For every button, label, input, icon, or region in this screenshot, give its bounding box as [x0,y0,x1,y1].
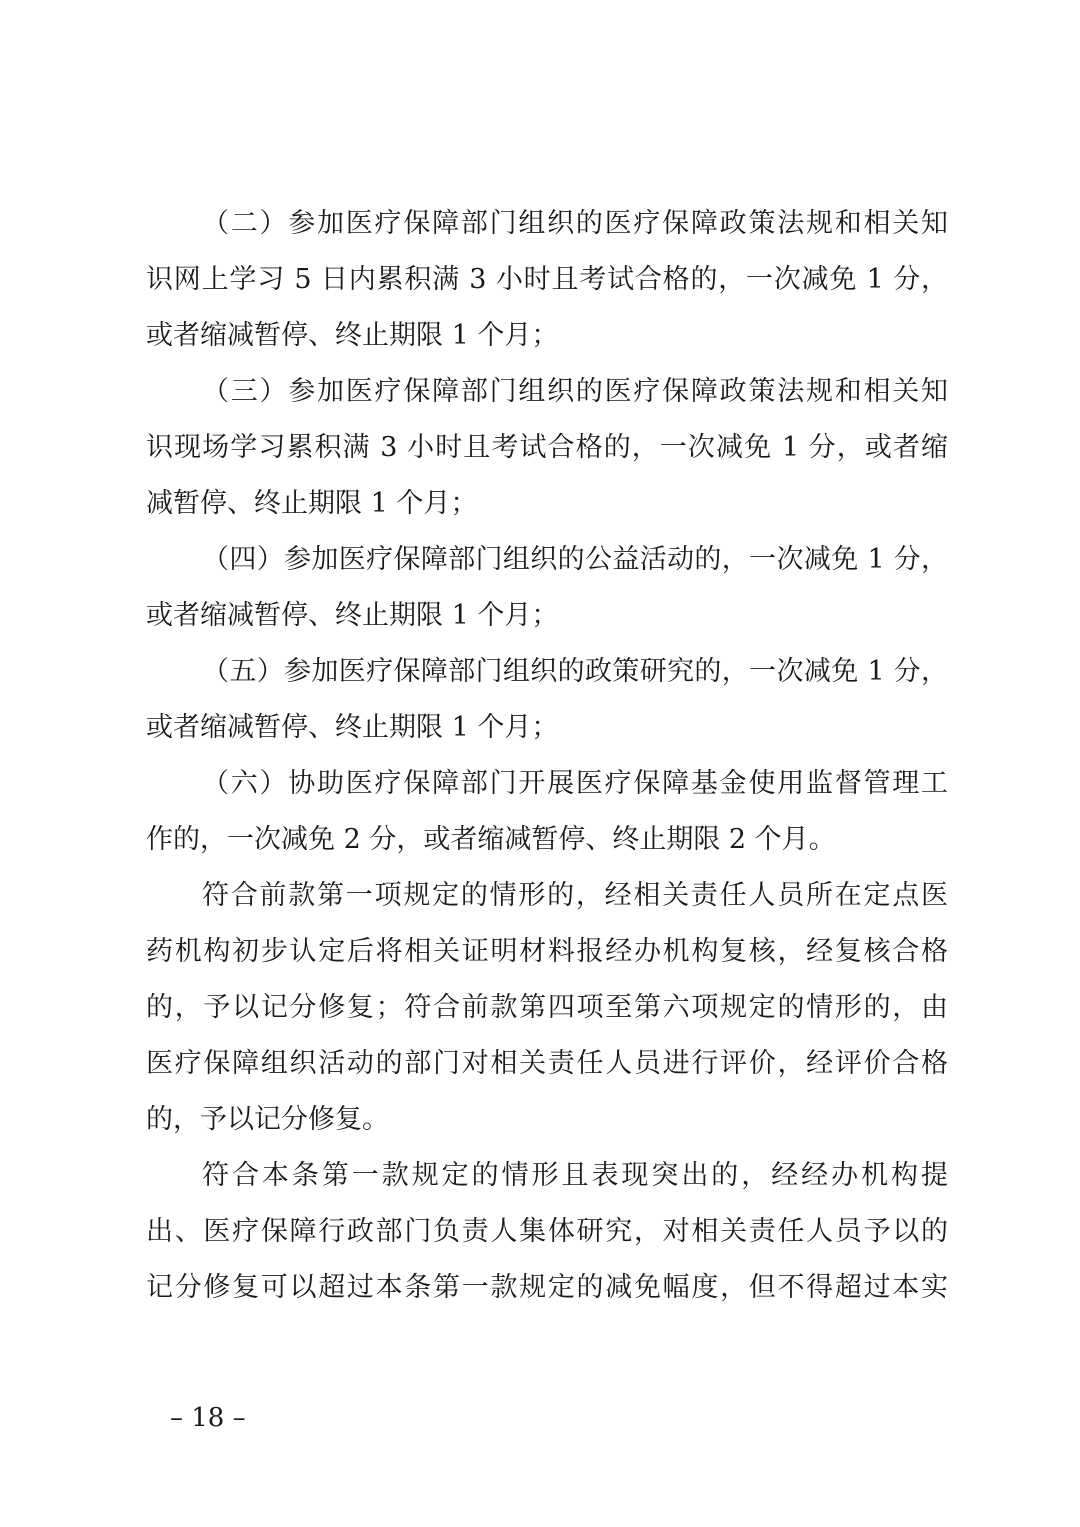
text-line: 识现场学习累积满 3 小时且考试合格的，一次减免 1 分，或者缩 [146,432,948,463]
text-line: 减暂停、终止期限 1 个月； [146,488,478,519]
text-line: 医疗保障组织活动的部门对相关责任人员进行评价，经评价合格 [146,1048,948,1079]
page-number: – 18 – [170,1403,246,1433]
text-line: 识网上学习 5 日内累积满 3 小时且考试合格的，一次减免 1 分， [146,264,948,295]
document-body [146,196,948,1316]
text-line: 的，予以记分修复。 [146,1104,389,1135]
text-line: 出、医疗保障行政部门负责人集体研究，对相关责任人员予以的 [146,1216,948,1247]
text-line: （三）参加医疗保障部门组织的医疗保障政策法规和相关知 [202,376,948,407]
text-line: 符合前款第一项规定的情形的，经相关责任人员所在定点医 [202,880,948,911]
text-line: 的，予以记分修复；符合前款第四项至第六项规定的情形的，由 [146,992,948,1023]
text-line: （二）参加医疗保障部门组织的医疗保障政策法规和相关知 [202,208,948,239]
text-line: （六）协助医疗保障部门开展医疗保障基金使用监督管理工 [202,768,948,799]
text-line: 或者缩减暂停、终止期限 1 个月； [146,712,559,743]
text-line: 或者缩减暂停、终止期限 1 个月； [146,600,559,631]
text-line: 或者缩减暂停、终止期限 1 个月； [146,320,559,351]
text-line: 符合本条第一款规定的情形且表现突出的，经经办机构提 [202,1160,948,1191]
text-line: 作的，一次减免 2 分，或者缩减暂停、终止期限 2 个月。 [146,824,836,855]
text-line: （四）参加医疗保障部门组织的公益活动的，一次减免 1 分， [202,544,948,575]
text-line: （五）参加医疗保障部门组织的政策研究的，一次减免 1 分， [202,656,948,687]
text-line: 记分修复可以超过本条第一款规定的减免幅度，但不得超过本实 [146,1272,948,1303]
text-line: 药机构初步认定后将相关证明材料报经办机构复核，经复核合格 [146,936,948,967]
